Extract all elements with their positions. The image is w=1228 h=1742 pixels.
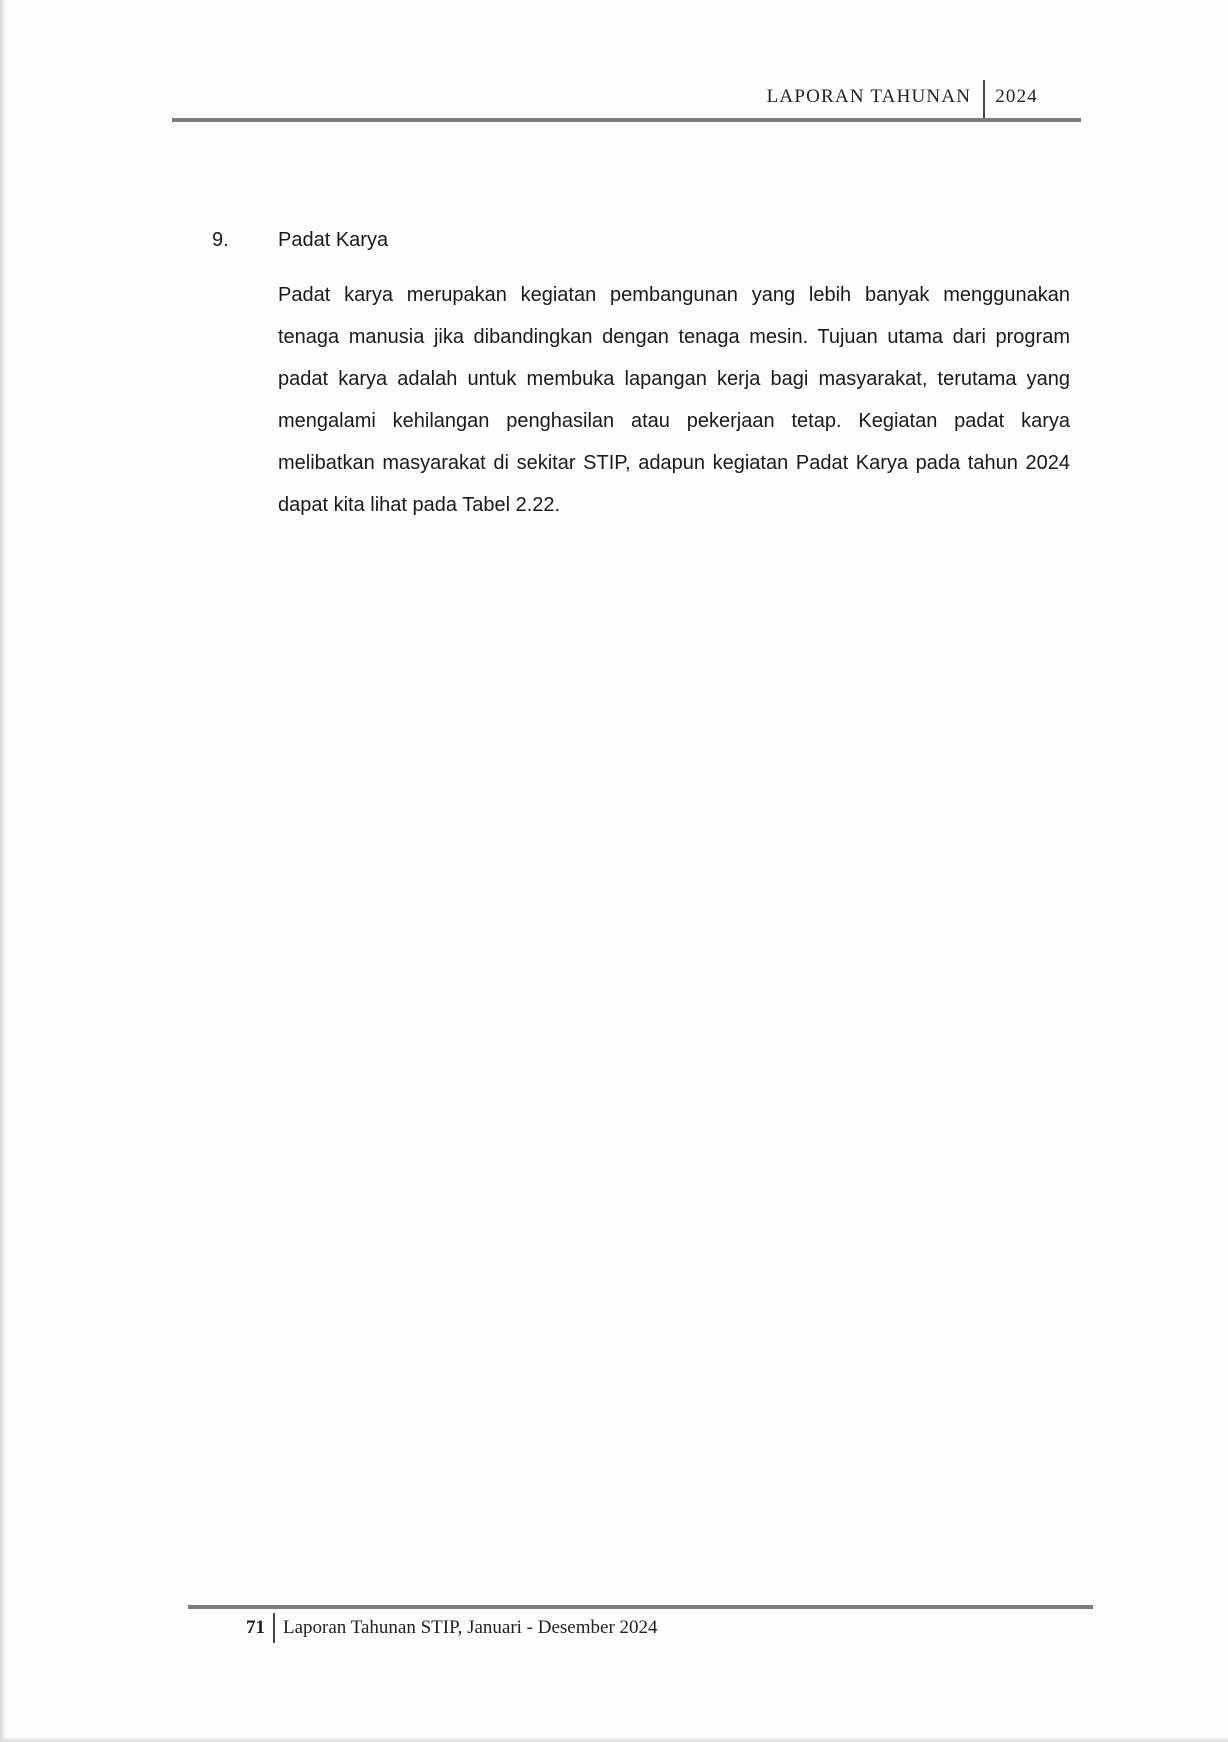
header-year: 2024	[995, 86, 1038, 107]
header-rule	[172, 118, 1081, 122]
section-title: Padat Karya	[278, 229, 389, 251]
section-number: 9.	[212, 229, 229, 251]
footer-separator	[273, 1613, 275, 1643]
page-header	[767, 80, 1038, 114]
page-footer	[246, 1613, 658, 1643]
scan-edge-bottom	[0, 1737, 1228, 1742]
footer-rule	[188, 1605, 1093, 1609]
section-heading	[212, 226, 1082, 254]
header-title: LAPORAN TAHUNAN	[766, 86, 972, 107]
footer-text: Laporan Tahunan STIP, Januari - Desember 2024	[283, 1617, 658, 1638]
section-paragraph: Padat karya merupakan kegiatan pembangunan yang lebih banyak menggunakan tenaga manusia jika dibandingkan dengan tenaga mesin. Tujuan utama dari program padat karya adalah untuk membuka lapangan kerja bagi masyarakat, terutama yang mengalami kehilangan penghasilan atau pekerjaan tetap. Kegiatan padat karya melibatkan masyarakat di sekitar STIP, adapun kegiatan Padat Karya pada tahun 2024 dapat kita lihat pada Tabel 2.22.	[278, 284, 1070, 516]
section-padat-karya	[212, 226, 1082, 546]
footer-page-number: 71	[246, 1617, 265, 1638]
scan-edge-left	[0, 0, 6, 1742]
